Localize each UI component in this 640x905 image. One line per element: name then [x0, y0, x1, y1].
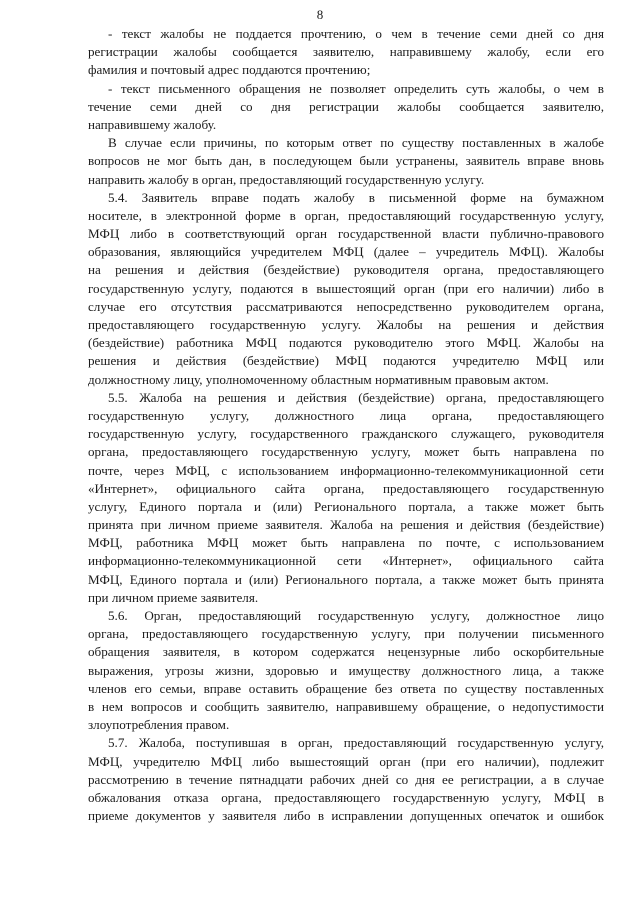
text-line: 5.5. Жалоба на решения и действия (бездействие) органа, предоставляющего [108, 389, 604, 405]
text-line: органа, предоставляющего государственную услугу, может быть направлена по [88, 444, 604, 460]
text-line: образования, являющийся учредителем МФЦ (далее – учредитель МФЦ). Жалобы [88, 244, 604, 260]
text-line: на решения и действия (бездействие) руководителя органа, предоставляющего [88, 262, 604, 278]
text-line: принята при личном приеме заявителя. Жалоба на решения и действия (бездействие) [88, 517, 604, 533]
text-line: 5.6. Орган, предоставляющий государственную услугу, должностное лицо [108, 608, 604, 623]
text-line: регистрации жалобы сообщается заявителю, направившему жалобу, если его [88, 44, 604, 60]
text-line: государственную услугу, государственного гражданского служащего, руководителя [88, 426, 604, 442]
text-line: государственную услугу, подаются в вышестоящий орган (при его наличии) либо в [88, 280, 604, 296]
text-line: - текст письменного обращения не позволяет определить суть жалобы, о чем в [108, 80, 604, 96]
text-line: при личном приеме заявителя. [88, 589, 259, 605]
text-line: вопросов не мог быть дан, в последующем были устранены, заявитель вправе вновь [88, 153, 604, 169]
text-line: носителе, в электронной форме в орган, предоставляющий государственную услугу, [88, 207, 604, 223]
text-line: почте, через МФЦ, с использованием информационно-телекоммуникационной сети [88, 462, 604, 478]
text-line: случае его отсутствия рассматриваются непосредственно руководителем органа, [88, 298, 604, 314]
text-line: течение семи дней со дня регистрации жалобы сообщается заявителю, [88, 98, 604, 114]
text-line: МФЦ либо в соответствующий орган государственной власти публично-правового [88, 226, 604, 242]
text-line: обращения заявителя, в котором содержатся нецензурные либо оскорбительные [88, 644, 604, 660]
text-line: - текст жалобы не поддается прочтению, о чем в течение семи дней со дня [108, 26, 604, 41]
text-line: членов его семьи, вправе оставить обращение без ответа по существу поставленных [88, 680, 604, 696]
text-line: должностному лицу, уполномоченному областным нормативным правовым актом. [88, 371, 549, 387]
text-line: приеме документов у заявителя либо в исправлении допущенных опечаток и ошибок [88, 808, 604, 824]
text-line: услугу, Единого портала и (или) Регионального портала, а также может быть [88, 498, 604, 514]
text-line: предоставляющего государственную услугу. Жалобы на решения и действия [88, 317, 604, 332]
text-line: (бездействие) работника МФЦ подаются руководителю этого МФЦ. Жалобы на [88, 335, 604, 351]
text-line: рассмотрению в течение пятнадцати рабочих дней со дня ее регистрации, а в случае [88, 771, 604, 787]
text-line: решения и действия (бездействие) МФЦ подаются учредителю МФЦ или [88, 353, 604, 369]
text-line: МФЦ, учредителю МФЦ либо вышестоящий орган (при его наличии), подлежит [88, 753, 604, 769]
page-number: 8 [316, 7, 324, 22]
text-line: направившему жалобу. [88, 116, 217, 132]
text-line: 5.7. Жалоба, поступившая в орган, предоставляющий государственную услугу, [108, 735, 604, 751]
text-line: выражения, угрозы жизни, здоровью и имуществу должностного лица, а также [88, 662, 604, 678]
text-line: органа, предоставляющего государственную услугу, при получении письменного [88, 626, 604, 642]
text-line: государственную услугу, должностного лица органа, предоставляющего [88, 407, 604, 423]
document-body [88, 25, 604, 825]
text-line: «Интернет», официального сайта органа, предоставляющего государственную [88, 480, 604, 496]
text-line: обжалования отказа органа, предоставляющего государственную услугу, МФЦ в [88, 789, 604, 805]
text-line: МФЦ, работника МФЦ может быть направлена по почте, с использованием [88, 535, 604, 551]
text-line: 5.4. Заявитель вправе подать жалобу в письменной форме на бумажном [108, 189, 604, 205]
text-line: информационно-телекоммуникационной сети «Интернет», официального сайта [88, 553, 604, 569]
text-line: направить жалобу в орган, предоставляющий государственную услугу. [88, 171, 485, 187]
text-line: фамилия и почтовый адрес поддаются прочтению; [88, 62, 371, 78]
text-line: В случае если причины, по которым ответ по существу поставленных в жалобе [108, 135, 604, 151]
text-line: в нем вопросов и сообщить заявителю, направившему обращение, о недопустимости [88, 698, 604, 714]
text-line: злоупотребления правом. [88, 717, 230, 733]
text-line: МФЦ, Единого портала и (или) Регионального портала, а также может быть принята [88, 571, 604, 587]
